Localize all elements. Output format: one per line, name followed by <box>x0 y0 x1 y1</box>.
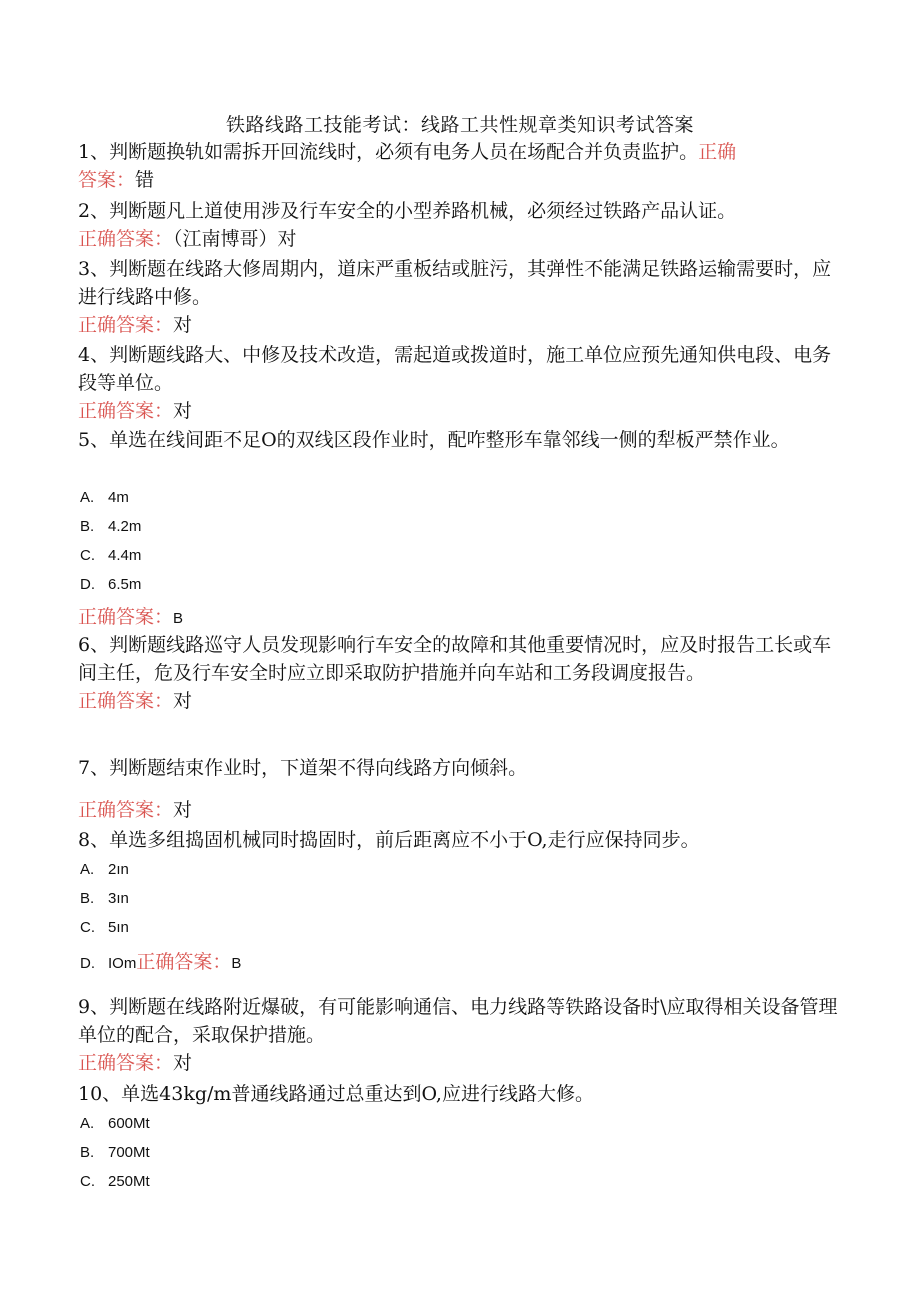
question-2-answer: （江南博哥）对 <box>173 228 297 250</box>
option-d <box>80 570 141 599</box>
option-letter: D. <box>80 955 95 972</box>
question-3-answer: 对 <box>173 314 193 336</box>
question-8-text: 8、单选多组捣固机械同时捣固时，前后距离应不小于O,走行应保持同步。 <box>78 829 700 851</box>
question-2 <box>78 197 848 253</box>
option-c <box>80 541 141 570</box>
option-text: 5ın <box>108 919 129 936</box>
option-text: 2ın <box>108 861 129 878</box>
answer-label: 正确答案： <box>78 400 174 422</box>
option-letter: A. <box>80 489 95 506</box>
option-letter: A. <box>80 861 95 878</box>
question-6-text: 6、判断题线路巡守人员发现影响行车安全的故障和其他重要情况时，应及时报告工长或车间主任，危及行车安全时应立即采取防护措施并向车站和工务段调度报告。 <box>78 634 832 684</box>
option-a <box>80 1109 150 1138</box>
question-7-text: 7、判断题结束作业时，下道架不得向线路方向倾斜。 <box>78 757 528 779</box>
option-letter: C. <box>80 547 95 564</box>
question-8-answer-line <box>80 948 241 978</box>
answer-label-part-b: 答案： <box>78 169 136 191</box>
question-5-answer-line <box>78 603 183 633</box>
document-title: 铁路线路工技能考试：线路工共性规章类知识考试答案 <box>225 114 694 136</box>
question-5-options <box>80 483 141 599</box>
answer-label: 正确答案： <box>136 951 232 973</box>
answer-label: 正确答案： <box>78 606 174 628</box>
answer-label: 正确答案： <box>78 1052 174 1074</box>
question-1-text: 1、判断题换轨如需拆开回流线时，必须有电务人员在场配合并负责监护。 <box>78 141 699 163</box>
option-text: 3ın <box>108 890 129 907</box>
question-3-text: 3、判断题在线路大修周期内，道床严重板结或脏污，其弹性不能满足铁路运输需要时，应进行线路中修。 <box>78 258 832 308</box>
question-1-answer: 错 <box>135 169 155 191</box>
option-letter: B. <box>80 890 95 907</box>
answer-label: 正确答案： <box>78 314 174 336</box>
option-letter: C. <box>80 919 95 936</box>
option-c <box>80 913 129 942</box>
option-text: 700Mt <box>108 1144 150 1161</box>
question-1 <box>78 138 848 194</box>
question-5-text: 5、单选在线间距不足O的双线区段作业时，配咋整形车靠邻线一侧的犁板严禁作业。 <box>78 429 790 451</box>
answer-label: 正确答案： <box>78 228 174 250</box>
question-4-answer: 对 <box>173 400 193 422</box>
option-b <box>80 884 129 913</box>
option-text: 6.5m <box>108 576 142 593</box>
option-text: 250Mt <box>108 1173 150 1190</box>
question-7-answer: 对 <box>173 799 193 821</box>
option-text: 4m <box>108 489 129 506</box>
option-text: 4.2m <box>108 518 142 535</box>
question-4 <box>78 341 848 425</box>
question-8 <box>78 826 848 854</box>
option-b <box>80 512 141 541</box>
option-b <box>80 1138 150 1167</box>
question-3 <box>78 255 848 339</box>
question-7-answer-line <box>78 796 192 824</box>
question-10-text: 10、单选43kg∕m普通线路通过总重达到O,应进行线路大修。 <box>78 1083 594 1105</box>
question-9-text: 9、判断题在线路附近爆破，有可能影响通信、电力线路等铁路设备时\应取得相关设备管理单位的配合，采取保护措施。 <box>78 996 838 1046</box>
question-6 <box>78 631 848 715</box>
option-c <box>80 1167 150 1196</box>
question-9 <box>78 993 848 1077</box>
option-text: 4.4m <box>108 547 142 564</box>
option-a <box>80 855 129 884</box>
option-text: 600Mt <box>108 1115 150 1132</box>
option-text: IOm <box>108 955 137 972</box>
question-2-text: 2、判断题凡上道使用涉及行车安全的小型养路机械，必须经过铁路产品认证。 <box>78 200 737 222</box>
question-9-answer: 对 <box>173 1052 193 1074</box>
question-5 <box>78 426 848 454</box>
question-10 <box>78 1080 848 1108</box>
question-10-options <box>80 1109 150 1196</box>
question-5-answer: B <box>173 610 184 627</box>
answer-label-part-a: 正确 <box>698 141 737 163</box>
question-8-answer: B <box>231 955 242 972</box>
question-8-options <box>80 855 129 942</box>
option-letter: A. <box>80 1115 95 1132</box>
question-6-answer: 对 <box>173 690 193 712</box>
answer-label: 正确答案： <box>78 799 174 821</box>
option-letter: D. <box>80 576 95 593</box>
question-7 <box>78 754 848 782</box>
option-a <box>80 483 141 512</box>
option-letter: B. <box>80 518 95 535</box>
question-4-text: 4、判断题线路大、中修及技术改造，需起道或拨道时，施工单位应预先通知供电段、电务段等单位。 <box>78 344 832 394</box>
answer-label: 正确答案： <box>78 690 174 712</box>
option-letter: B. <box>80 1144 95 1161</box>
option-letter: C. <box>80 1173 95 1190</box>
